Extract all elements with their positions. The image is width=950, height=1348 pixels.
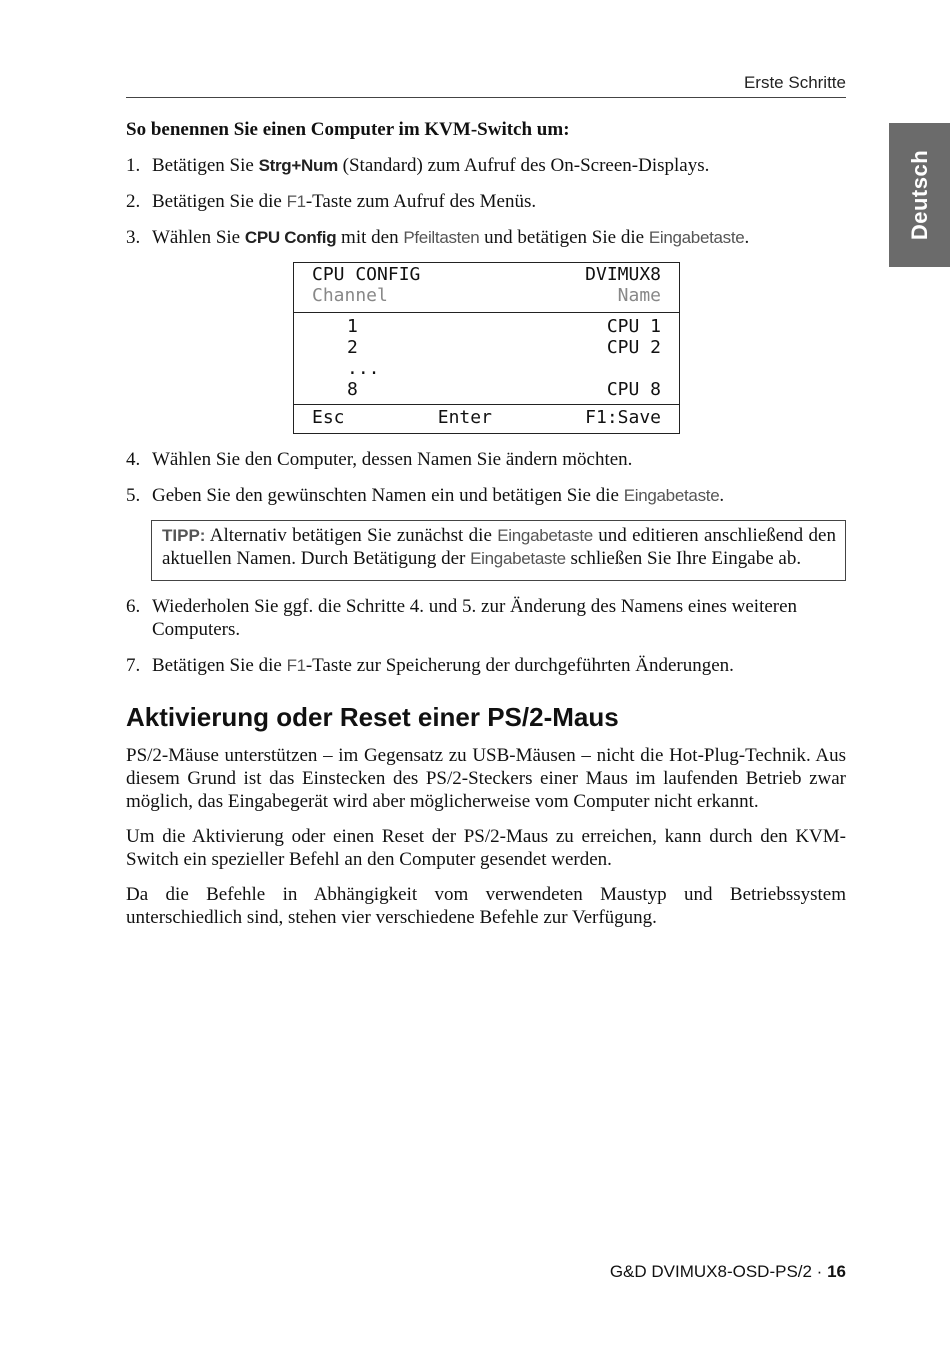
step-4 (126, 448, 846, 471)
procedure-intro: So benennen Sie einen Computer im KVM-Switch um: (126, 119, 570, 140)
language-tab-label: Deutsch (906, 149, 932, 241)
step-text-mid: mit den (336, 227, 404, 248)
key-f1: F1 (286, 656, 306, 675)
language-tab (889, 123, 950, 267)
key-f1: F1 (286, 192, 306, 211)
key-eingabetaste: Eingabetaste (648, 228, 745, 247)
step-text-post: (Standard) zum Aufruf des On-Screen-Displays. (337, 155, 710, 176)
step-text: Wiederholen Sie ggf. die Schritte 4. und 5. zur Änderung des Namens eines weiteren Computers. (152, 596, 798, 640)
body-paragraph: PS/2-Mäuse unterstützen – im Gegensatz zu USB-Mäusen – nicht die Hot-Plug-Technik. Aus diesem Grund ist das Einstecken des PS/2-Steckers einer Maus im laufenden Betrieb zwar möglich, das Eingabegerät wird aber möglicherweise vom Computer nicht erkannt. (126, 745, 846, 812)
menu-cpu-config: CPU Config (244, 228, 337, 247)
body-paragraph: Da die Befehle in Abhängigkeit vom verwendeten Maustyp und Betriebssystem unterschiedlich sind, stehen vier verschiedene Befehle zur Verfügung. (126, 884, 846, 928)
osd-list-row (312, 337, 661, 358)
step-1 (126, 154, 846, 177)
step-5 (126, 484, 846, 507)
step-text (152, 654, 846, 677)
tip-text-post: schließen Sie Ihre Eingabe ab. (565, 548, 802, 569)
step-text-pre: Betätigen Sie (152, 155, 259, 176)
osd-list-row (312, 379, 661, 400)
step-text (152, 190, 846, 213)
osd-cpu-name: CPU 1 (606, 316, 661, 337)
step-2 (126, 190, 846, 213)
osd-title: CPU CONFIG (312, 264, 421, 285)
section-heading: Aktivierung oder Reset einer PS/2-Maus (126, 702, 619, 732)
step-text (152, 484, 846, 507)
step-number: 5. (126, 485, 141, 506)
osd-cpu-name: CPU 2 (606, 337, 661, 358)
footer-product: G&D DVIMUX8-OSD-PS/2 · (609, 1262, 828, 1281)
osd-enter-hint: Enter (437, 407, 492, 428)
step-number: 2. (126, 191, 141, 212)
osd-footer (294, 404, 679, 433)
step-3 (126, 226, 846, 249)
osd-cpu-name: CPU 8 (606, 379, 661, 400)
osd-footer-row (312, 407, 661, 428)
step-number: 6. (126, 596, 141, 617)
osd-list (294, 312, 679, 404)
key-eingabetaste: Eingabetaste (497, 526, 593, 545)
page-content (126, 118, 846, 941)
osd-title-row (312, 264, 661, 285)
key-strg-num: Strg+Num (258, 156, 338, 175)
key-eingabetaste: Eingabetaste (623, 486, 720, 505)
page-footer (610, 1262, 846, 1282)
osd-col-channel: Channel (312, 285, 388, 306)
osd-channel-ellipsis: ... (347, 358, 380, 379)
osd-device-name: DVIMUX8 (585, 264, 661, 285)
key-eingabetaste: Eingabetaste (470, 549, 566, 568)
step-7 (126, 654, 846, 677)
step-text (152, 154, 846, 177)
tip-text-mid: und editieren anschließend den aktuellen Namen. Durch Betätigung der (162, 525, 836, 569)
tip-box (151, 520, 846, 581)
step-text-post: . (744, 227, 750, 248)
step-text-mid: und betätigen Sie die (479, 227, 649, 248)
step-text-pre: Wählen Sie (152, 227, 245, 248)
osd-channel: 8 (347, 379, 358, 400)
step-text-post: -Taste zur Speicherung der durchgeführten Änderungen. (305, 655, 734, 676)
osd-channel: 1 (347, 316, 358, 337)
step-number: 3. (126, 227, 141, 248)
step-text-post: . (719, 485, 725, 506)
step-6 (126, 595, 846, 641)
key-pfeiltasten: Pfeiltasten (403, 228, 480, 247)
osd-list-row (312, 316, 661, 337)
osd-cpu-config-screen (293, 262, 680, 434)
step-text: Wählen Sie den Computer, dessen Namen Sie ändern möchten. (152, 449, 633, 470)
header-divider (126, 97, 846, 98)
step-text-pre: Betätigen Sie die (152, 655, 287, 676)
osd-column-headers (312, 285, 661, 306)
step-text-pre: Betätigen Sie die (152, 191, 287, 212)
osd-header (294, 263, 679, 312)
osd-channel: 2 (347, 337, 358, 358)
step-number: 4. (126, 449, 141, 470)
page-number: 16 (827, 1262, 846, 1281)
tip-text-pre: Alternativ betätigen Sie zunächst die (205, 525, 498, 546)
step-text (152, 226, 846, 249)
step-text-post: -Taste zum Aufruf des Menüs. (305, 191, 537, 212)
step-number: 7. (126, 655, 141, 676)
running-header: Erste Schritte (743, 73, 846, 92)
body-paragraph: Um die Aktivierung oder einen Reset der PS/2-Maus zu erreichen, kann durch den KVM-Switch ein spezieller Befehl an den Computer gesendet werden. (126, 826, 846, 870)
step-number: 1. (126, 155, 141, 176)
osd-list-row (312, 358, 661, 379)
osd-esc-hint: Esc (312, 407, 345, 428)
osd-save-hint: F1:Save (585, 407, 661, 428)
osd-col-name: Name (617, 285, 661, 306)
step-text-pre: Geben Sie den gewünschten Namen ein und betätigen Sie die (152, 485, 624, 506)
tip-label: TIPP: (162, 526, 206, 545)
